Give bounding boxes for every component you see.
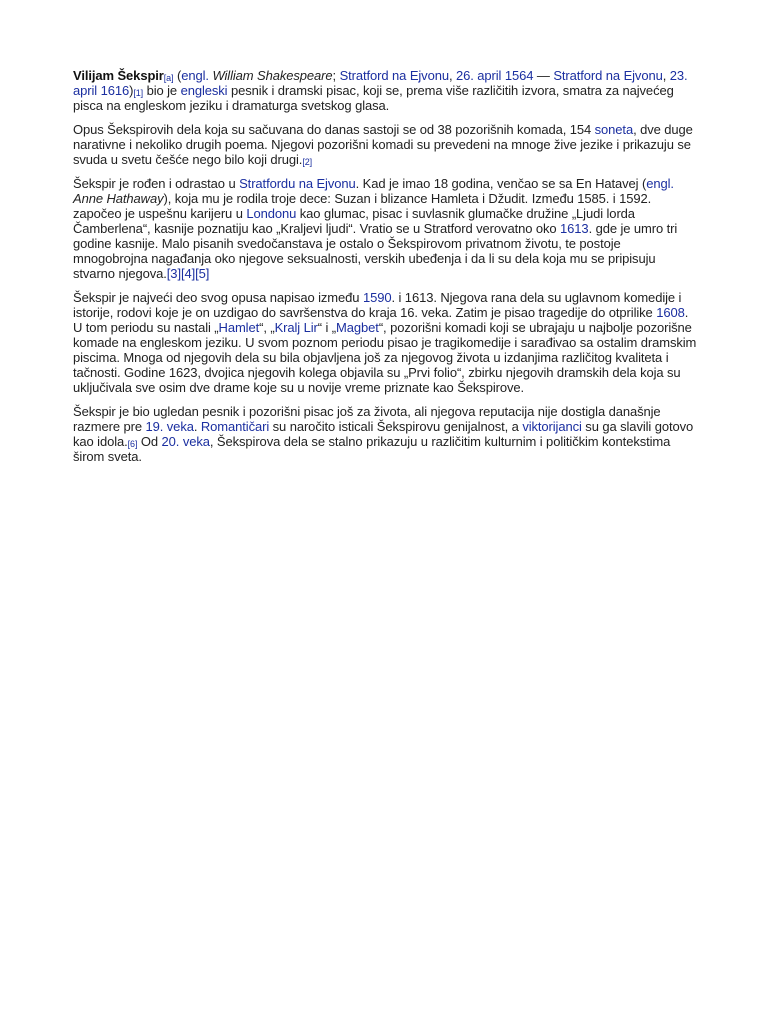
article-body bbox=[73, 68, 698, 473]
birth-date-link[interactable]: 26. april 1564 bbox=[456, 68, 534, 83]
year-1608-link[interactable]: 1608 bbox=[656, 305, 685, 320]
stratfordu-link[interactable]: Stratfordu na Ejvonu bbox=[239, 176, 356, 191]
year-1613-link[interactable]: 1613 bbox=[560, 221, 589, 236]
hamlet-link[interactable]: Hamlet bbox=[218, 320, 260, 335]
death-place-link[interactable]: Stratford na Ejvonu bbox=[553, 68, 663, 83]
ref-links-3-4-5[interactable]: [3][4][5] bbox=[166, 266, 210, 281]
paragraph-intro: Vilijam Šekspir[a] (engl. William Shakespeare; Stratford na Ejvonu, 26. april 1564 — Stratford na Ejvonu, 23. april 1616)[1] bio je engleski pesnik i dramski pisac, koji se, prema više različitih izvora, smatra za najvećeg pisca na engleskom jeziku i dramaturga svetskog glasa. bbox=[73, 68, 688, 113]
paragraph-reputation: Šekspir je bio ugledan pesnik i pozorišni pisac još za života, ali njegova reputacija nije dostigla današnje razmere pre 19. veka. Romantičari su naročito isticali Šekspirovu genijalnost, a viktorijanci su ga slavili gotovo kao idola.[6] Od 20. veka, Šekspirova dela se stalno prikazuju u različitim kulturnim i političkim kontekstima širom sveta. bbox=[73, 404, 694, 464]
paragraph-opus: Opus Šekspirovih dela koja su sačuvana do danas sastoji se od 38 pozorišnih komada, 154 soneta, dve duge narativne i nekoliko drugih poema. Njegovi pozorišni komadi su prevedeni na mnoge žive jezike i prikazuju se svuda u svetu češće nego bilo koji drugi.[2] bbox=[73, 122, 693, 167]
anne-hathaway: Anne Hathaway bbox=[73, 191, 164, 206]
ref-link-a[interactable]: [a] bbox=[163, 73, 174, 83]
ref-link-2[interactable]: [2] bbox=[302, 157, 313, 167]
londonu-link[interactable]: Londonu bbox=[246, 206, 297, 221]
19th-century-link[interactable]: 19. veka bbox=[145, 419, 194, 434]
romanticari-link[interactable]: Romantičari bbox=[200, 419, 270, 434]
ref-link-6[interactable]: [6] bbox=[127, 439, 138, 449]
death-date-link[interactable]: 23. april 1616 bbox=[73, 68, 688, 98]
engleski-link[interactable]: engleski bbox=[180, 83, 228, 98]
engl-link[interactable]: engl. bbox=[181, 68, 209, 83]
subject-name: Vilijam Šekspir bbox=[73, 68, 164, 83]
magbet-link[interactable]: Magbet bbox=[336, 320, 379, 335]
20th-century-link[interactable]: 20. veka bbox=[161, 434, 210, 449]
paragraph-works: Šekspir je najveći deo svog opusa napisao između 1590. i 1613. Njegova rana dela su uglavnom komedije i istorije, rodovi koje je on uzdigao do savršenstva do kraja 16. veka. Zatim je pisao tragedije do otprilike 1608. U tom periodu su nastali „Hamlet“, „Kralj Lir“ i „Magbet“, pozorišni komadi koji se ubrajaju u najbolje pozorišne komade na engleskom jeziku. U svom poznom periodu pisao je tragikomedije i sarađivao sa ostalim dramskim piscima. Mnoga od njegovih dela su bila objavljena još za njegovog života u izdanjima različitog kvaliteta i tačnosti. Godine 1623, dvojica njegovih kolega objavila su „Prvi folio“, zbirku njegovih dramskih dela koja su uključivala sve osim dve drame koje su u novije vreme priznate kao Šekspirove. bbox=[73, 290, 697, 395]
ref-link-1[interactable]: [1] bbox=[133, 88, 144, 98]
engl-link-2[interactable]: engl. bbox=[646, 176, 674, 191]
year-1590-link[interactable]: 1590 bbox=[362, 290, 392, 305]
stratford-link[interactable]: Stratford na Ejvonu bbox=[339, 68, 449, 83]
paragraph-life: Šekspir je rođen i odrastao u Stratfordu na Ejvonu. Kad je imao 18 godina, venčao se sa En Hatavej (engl. Anne Hathaway), koja mu je rodila troje dece: Suzan i blizance Hamleta i Džudit. Između 1585. i 1592. započeo je uspešnu karijeru u Londonu kao glumac, pisac i suvlasnik glumačke družine „Ljudi lorda Čamberlena“, kasnije poznatiju kao „Kraljevi ljudi“. Vratio se u Stratford verovatno oko 1613. gde je umro tri godine kasnije. Malo pisanih svedočanstava je ostalo o Šekspirovom privatnom životu, te postoje mnogobrojna nagađanja oko njegove seksualnosti, verskih ubeđenja i da li su dela koja mu se pripisuju stvarno njegova.[3][4][5] bbox=[73, 176, 678, 281]
english-name: William Shakespeare bbox=[212, 68, 333, 83]
kralj-lir-link[interactable]: Kralj Lir bbox=[274, 320, 318, 335]
soneta-link[interactable]: soneta bbox=[594, 122, 634, 137]
viktorijanci-link[interactable]: viktorijanci bbox=[522, 419, 582, 434]
